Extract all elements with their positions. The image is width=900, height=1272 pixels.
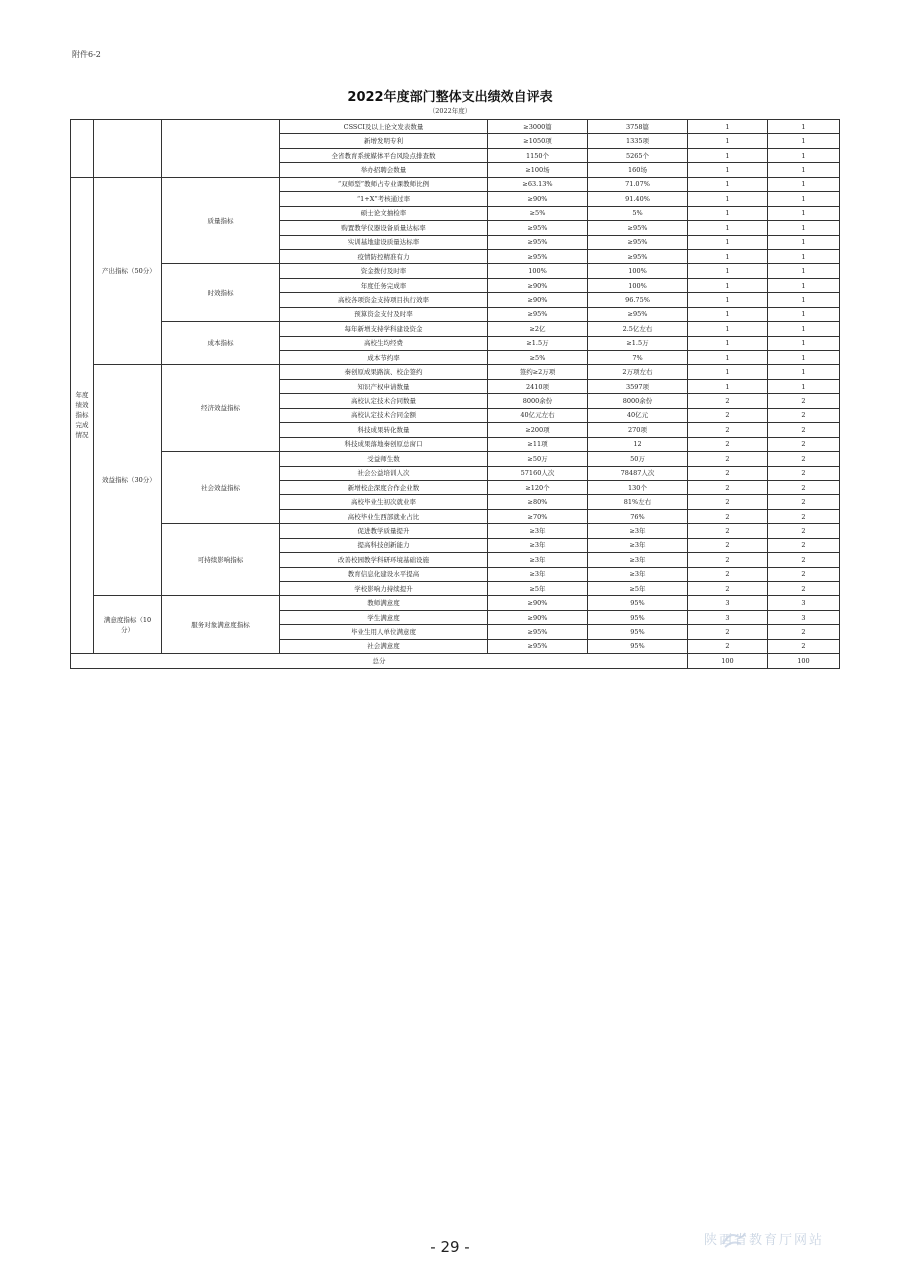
indicator-cell: 高校认定技术合同数量 xyxy=(280,394,488,408)
target-value-cell: 2410项 xyxy=(488,379,588,393)
target-value-cell: ≥95% xyxy=(488,221,588,235)
indicator-cell: 硕士论文抽检率 xyxy=(280,206,488,220)
score-cell: 2 xyxy=(768,625,840,639)
target-value-cell: ≥95% xyxy=(488,639,588,653)
weight-cell: 2 xyxy=(688,394,768,408)
weight-cell: 1 xyxy=(688,336,768,350)
score-cell: 1 xyxy=(768,278,840,292)
indicator-cell: “双师型”教师占专业课教师比例 xyxy=(280,177,488,191)
actual-value-cell: ≥95% xyxy=(588,307,688,321)
actual-value-cell: ≥95% xyxy=(588,221,688,235)
weight-cell: 2 xyxy=(688,625,768,639)
score-cell: 2 xyxy=(768,639,840,653)
table-row xyxy=(71,452,840,466)
score-cell: 1 xyxy=(768,192,840,206)
weight-cell: 1 xyxy=(688,235,768,249)
target-value-cell: ≥3年 xyxy=(488,524,588,538)
actual-value-cell: 91.40% xyxy=(588,192,688,206)
actual-value-cell: 12 xyxy=(588,437,688,451)
weight-cell: 2 xyxy=(688,437,768,451)
indicator-cell: 新增校企深度合作企业数 xyxy=(280,480,488,494)
target-value-cell: 签约≥2万项 xyxy=(488,365,588,379)
actual-value-cell: ≥95% xyxy=(588,249,688,263)
weight-cell: 2 xyxy=(688,524,768,538)
score-cell: 2 xyxy=(768,582,840,596)
indicator-cell: 疫情防控精准有力 xyxy=(280,249,488,263)
score-cell: 2 xyxy=(768,567,840,581)
target-value-cell: 57160人次 xyxy=(488,466,588,480)
weight-cell: 1 xyxy=(688,351,768,365)
actual-value-cell: ≥1.5万 xyxy=(588,336,688,350)
level2-indicator-cell: 经济效益指标 xyxy=(162,365,280,452)
weight-cell: 1 xyxy=(688,148,768,162)
target-value-cell: ≥95% xyxy=(488,249,588,263)
target-value-cell: ≥90% xyxy=(488,192,588,206)
indicator-cell: 毕业生用人单位满意度 xyxy=(280,625,488,639)
actual-value-cell: 95% xyxy=(588,625,688,639)
weight-cell: 1 xyxy=(688,192,768,206)
target-value-cell: ≥2亿 xyxy=(488,322,588,336)
score-cell: 1 xyxy=(768,163,840,177)
actual-value-cell: 3597项 xyxy=(588,379,688,393)
weight-cell: 1 xyxy=(688,249,768,263)
actual-value-cell: ≥3年 xyxy=(588,538,688,552)
actual-value-cell: 95% xyxy=(588,610,688,624)
score-cell: 2 xyxy=(768,538,840,552)
actual-value-cell: 1335项 xyxy=(588,134,688,148)
total-label-cell: 总分 xyxy=(71,654,688,668)
weight-cell: 1 xyxy=(688,134,768,148)
level1-indicator-cell: 满意度指标（10分） xyxy=(94,596,162,654)
weight-cell: 1 xyxy=(688,163,768,177)
indicator-cell: 举办招聘会数量 xyxy=(280,163,488,177)
score-cell: 2 xyxy=(768,437,840,451)
indicator-cell: 改善校园教学科研环境基础设施 xyxy=(280,553,488,567)
actual-value-cell: ≥3年 xyxy=(588,553,688,567)
actual-value-cell: 100% xyxy=(588,264,688,278)
continued-level1-cell xyxy=(94,120,162,178)
actual-value-cell: 160场 xyxy=(588,163,688,177)
indicator-cell: 科技成果转化数量 xyxy=(280,423,488,437)
weight-cell: 1 xyxy=(688,206,768,220)
indicator-cell: 高校认定技术合同金额 xyxy=(280,408,488,422)
actual-value-cell: 5265个 xyxy=(588,148,688,162)
score-cell: 2 xyxy=(768,394,840,408)
level2-indicator-cell: 可持续影响指标 xyxy=(162,524,280,596)
indicator-cell: 高校各项资金支持项目执行效率 xyxy=(280,293,488,307)
indicator-cell: 社会公益培训人次 xyxy=(280,466,488,480)
target-value-cell: ≥100场 xyxy=(488,163,588,177)
score-cell: 2 xyxy=(768,509,840,523)
target-value-cell: 100% xyxy=(488,264,588,278)
table-row xyxy=(71,365,840,379)
performance-table xyxy=(70,119,840,669)
table-row xyxy=(71,264,840,278)
target-value-cell: ≥1.5万 xyxy=(488,336,588,350)
score-cell: 2 xyxy=(768,423,840,437)
actual-value-cell: 96.75% xyxy=(588,293,688,307)
actual-value-cell: ≥95% xyxy=(588,235,688,249)
indicator-cell: 社会满意度 xyxy=(280,639,488,653)
target-value-cell: ≥3年 xyxy=(488,538,588,552)
score-cell: 1 xyxy=(768,221,840,235)
score-cell: 1 xyxy=(768,322,840,336)
indicator-cell: 年度任务完成率 xyxy=(280,278,488,292)
indicator-cell: 成本节约率 xyxy=(280,351,488,365)
actual-value-cell: 100% xyxy=(588,278,688,292)
table-row xyxy=(71,120,840,134)
level2-indicator-cell: 质量指标 xyxy=(162,177,280,264)
actual-value-cell: 50万 xyxy=(588,452,688,466)
weight-cell: 2 xyxy=(688,639,768,653)
weight-cell: 2 xyxy=(688,423,768,437)
actual-value-cell: 2.5亿左右 xyxy=(588,322,688,336)
actual-value-cell: 95% xyxy=(588,639,688,653)
indicator-cell: 受益师生数 xyxy=(280,452,488,466)
target-value-cell: ≥50万 xyxy=(488,452,588,466)
indicator-cell: 促进教学质量提升 xyxy=(280,524,488,538)
score-cell: 1 xyxy=(768,307,840,321)
score-cell: 1 xyxy=(768,351,840,365)
actual-value-cell: 81%左右 xyxy=(588,495,688,509)
target-value-cell: ≥5% xyxy=(488,206,588,220)
table-row xyxy=(71,596,840,610)
weight-cell: 2 xyxy=(688,553,768,567)
score-cell: 1 xyxy=(768,120,840,134)
weight-cell: 1 xyxy=(688,293,768,307)
weight-cell: 2 xyxy=(688,480,768,494)
indicator-cell: 预算资金支付及时率 xyxy=(280,307,488,321)
score-cell: 2 xyxy=(768,408,840,422)
indicator-cell: “1+X”考核通过率 xyxy=(280,192,488,206)
weight-cell: 1 xyxy=(688,221,768,235)
table-row xyxy=(71,177,840,191)
score-cell: 1 xyxy=(768,264,840,278)
page-subtitle: （2022年度） xyxy=(428,107,472,115)
target-value-cell: ≥70% xyxy=(488,509,588,523)
weight-cell: 1 xyxy=(688,177,768,191)
score-cell: 2 xyxy=(768,495,840,509)
score-cell: 2 xyxy=(768,452,840,466)
score-cell: 1 xyxy=(768,206,840,220)
weight-cell: 1 xyxy=(688,379,768,393)
weight-cell: 1 xyxy=(688,278,768,292)
actual-value-cell: 270项 xyxy=(588,423,688,437)
weight-cell: 1 xyxy=(688,365,768,379)
page-number: - 29 - xyxy=(430,1238,470,1256)
score-cell: 1 xyxy=(768,336,840,350)
actual-value-cell: ≥3年 xyxy=(588,567,688,581)
actual-value-cell: 71.07% xyxy=(588,177,688,191)
target-value-cell: ≥5% xyxy=(488,351,588,365)
level2-indicator-cell: 成本指标 xyxy=(162,322,280,365)
target-value-cell: 1150个 xyxy=(488,148,588,162)
weight-cell: 1 xyxy=(688,120,768,134)
target-value-cell: ≥3年 xyxy=(488,567,588,581)
score-cell: 1 xyxy=(768,293,840,307)
score-cell: 3 xyxy=(768,610,840,624)
score-cell: 1 xyxy=(768,148,840,162)
target-value-cell: ≥80% xyxy=(488,495,588,509)
actual-value-cell: 130个 xyxy=(588,480,688,494)
indicator-cell: 高校毕业生西部就业占比 xyxy=(280,509,488,523)
attachment-label: 附件6-2 xyxy=(72,50,101,59)
actual-value-cell: 76% xyxy=(588,509,688,523)
target-value-cell: 8000余份 xyxy=(488,394,588,408)
target-value-cell: ≥3年 xyxy=(488,553,588,567)
level1-indicator-cell: 产出指标（50分） xyxy=(94,177,162,365)
actual-value-cell: 8000余份 xyxy=(588,394,688,408)
actual-value-cell: 2万项左右 xyxy=(588,365,688,379)
indicator-cell: 资金拨付及时率 xyxy=(280,264,488,278)
level2-indicator-cell: 社会效益指标 xyxy=(162,452,280,524)
level1-indicator-cell: 效益指标（30分） xyxy=(94,365,162,596)
outer-category-cell: 年度绩效指标完成情况 xyxy=(71,177,94,653)
table-row xyxy=(71,322,840,336)
actual-value-cell: 7% xyxy=(588,351,688,365)
continued-outer-cell xyxy=(71,120,94,178)
weight-cell: 1 xyxy=(688,307,768,321)
actual-value-cell: 40亿元 xyxy=(588,408,688,422)
actual-value-cell: ≥3年 xyxy=(588,524,688,538)
target-value-cell: ≥90% xyxy=(488,596,588,610)
actual-value-cell: 5% xyxy=(588,206,688,220)
target-value-cell: ≥95% xyxy=(488,307,588,321)
weight-cell: 2 xyxy=(688,452,768,466)
target-value-cell: ≥3000篇 xyxy=(488,120,588,134)
indicator-cell: 全省教育系统媒体平台风险点排查数 xyxy=(280,148,488,162)
score-cell: 2 xyxy=(768,466,840,480)
indicator-cell: 教师满意度 xyxy=(280,596,488,610)
indicator-cell: 学校影响力持续提升 xyxy=(280,582,488,596)
indicator-cell: 秦创原成果路演、校企签约 xyxy=(280,365,488,379)
total-row xyxy=(71,654,840,668)
level2-indicator-cell: 服务对象满意度指标 xyxy=(162,596,280,654)
score-cell: 2 xyxy=(768,553,840,567)
page-title: 2022年度部门整体支出绩效自评表 xyxy=(347,90,553,105)
score-cell: 1 xyxy=(768,177,840,191)
indicator-cell: 新增发明专利 xyxy=(280,134,488,148)
weight-cell: 1 xyxy=(688,322,768,336)
indicator-cell: 高校毕业生初次就业率 xyxy=(280,495,488,509)
weight-cell: 2 xyxy=(688,495,768,509)
indicator-cell: 知识产权申请数量 xyxy=(280,379,488,393)
target-value-cell: ≥11项 xyxy=(488,437,588,451)
target-value-cell: ≥63.13% xyxy=(488,177,588,191)
weight-cell: 2 xyxy=(688,582,768,596)
target-value-cell: ≥90% xyxy=(488,610,588,624)
weight-cell: 3 xyxy=(688,610,768,624)
indicator-cell: 购置教学仪器设备质量达标率 xyxy=(280,221,488,235)
indicator-cell: 学生满意度 xyxy=(280,610,488,624)
score-cell: 1 xyxy=(768,134,840,148)
target-value-cell: ≥95% xyxy=(488,625,588,639)
target-value-cell: 40亿元左右 xyxy=(488,408,588,422)
actual-value-cell: 3758篇 xyxy=(588,120,688,134)
target-value-cell: ≥200项 xyxy=(488,423,588,437)
weight-cell: 2 xyxy=(688,509,768,523)
weight-cell: 3 xyxy=(688,596,768,610)
indicator-cell: CSSCI及以上论文发表数量 xyxy=(280,120,488,134)
target-value-cell: ≥5年 xyxy=(488,582,588,596)
score-cell: 1 xyxy=(768,365,840,379)
weight-cell: 2 xyxy=(688,538,768,552)
target-value-cell: ≥120个 xyxy=(488,480,588,494)
score-cell: 2 xyxy=(768,524,840,538)
table-row xyxy=(71,524,840,538)
score-cell: 3 xyxy=(768,596,840,610)
weight-cell: 2 xyxy=(688,466,768,480)
score-cell: 1 xyxy=(768,249,840,263)
continued-level2-cell xyxy=(162,120,280,178)
target-value-cell: ≥95% xyxy=(488,235,588,249)
indicator-cell: 实训基地建设质量达标率 xyxy=(280,235,488,249)
weight-cell: 2 xyxy=(688,408,768,422)
watermark: 陕西省教育厅网站 xyxy=(704,1233,825,1248)
indicator-cell: 教育信息化建设水平提高 xyxy=(280,567,488,581)
actual-value-cell: 95% xyxy=(588,596,688,610)
total-weight-cell: 100 xyxy=(688,654,768,668)
score-cell: 2 xyxy=(768,480,840,494)
indicator-cell: 科技成果落地秦创原总窗口 xyxy=(280,437,488,451)
target-value-cell: ≥1050项 xyxy=(488,134,588,148)
indicator-cell: 每年新增支持学科建设资金 xyxy=(280,322,488,336)
total-score-cell: 100 xyxy=(768,654,840,668)
indicator-cell: 高校生均经费 xyxy=(280,336,488,350)
target-value-cell: ≥90% xyxy=(488,293,588,307)
target-value-cell: ≥90% xyxy=(488,278,588,292)
score-cell: 1 xyxy=(768,235,840,249)
score-cell: 1 xyxy=(768,379,840,393)
indicator-cell: 提高科技创新能力 xyxy=(280,538,488,552)
actual-value-cell: 78487人次 xyxy=(588,466,688,480)
actual-value-cell: ≥5年 xyxy=(588,582,688,596)
weight-cell: 1 xyxy=(688,264,768,278)
level2-indicator-cell: 时效指标 xyxy=(162,264,280,322)
weight-cell: 2 xyxy=(688,567,768,581)
